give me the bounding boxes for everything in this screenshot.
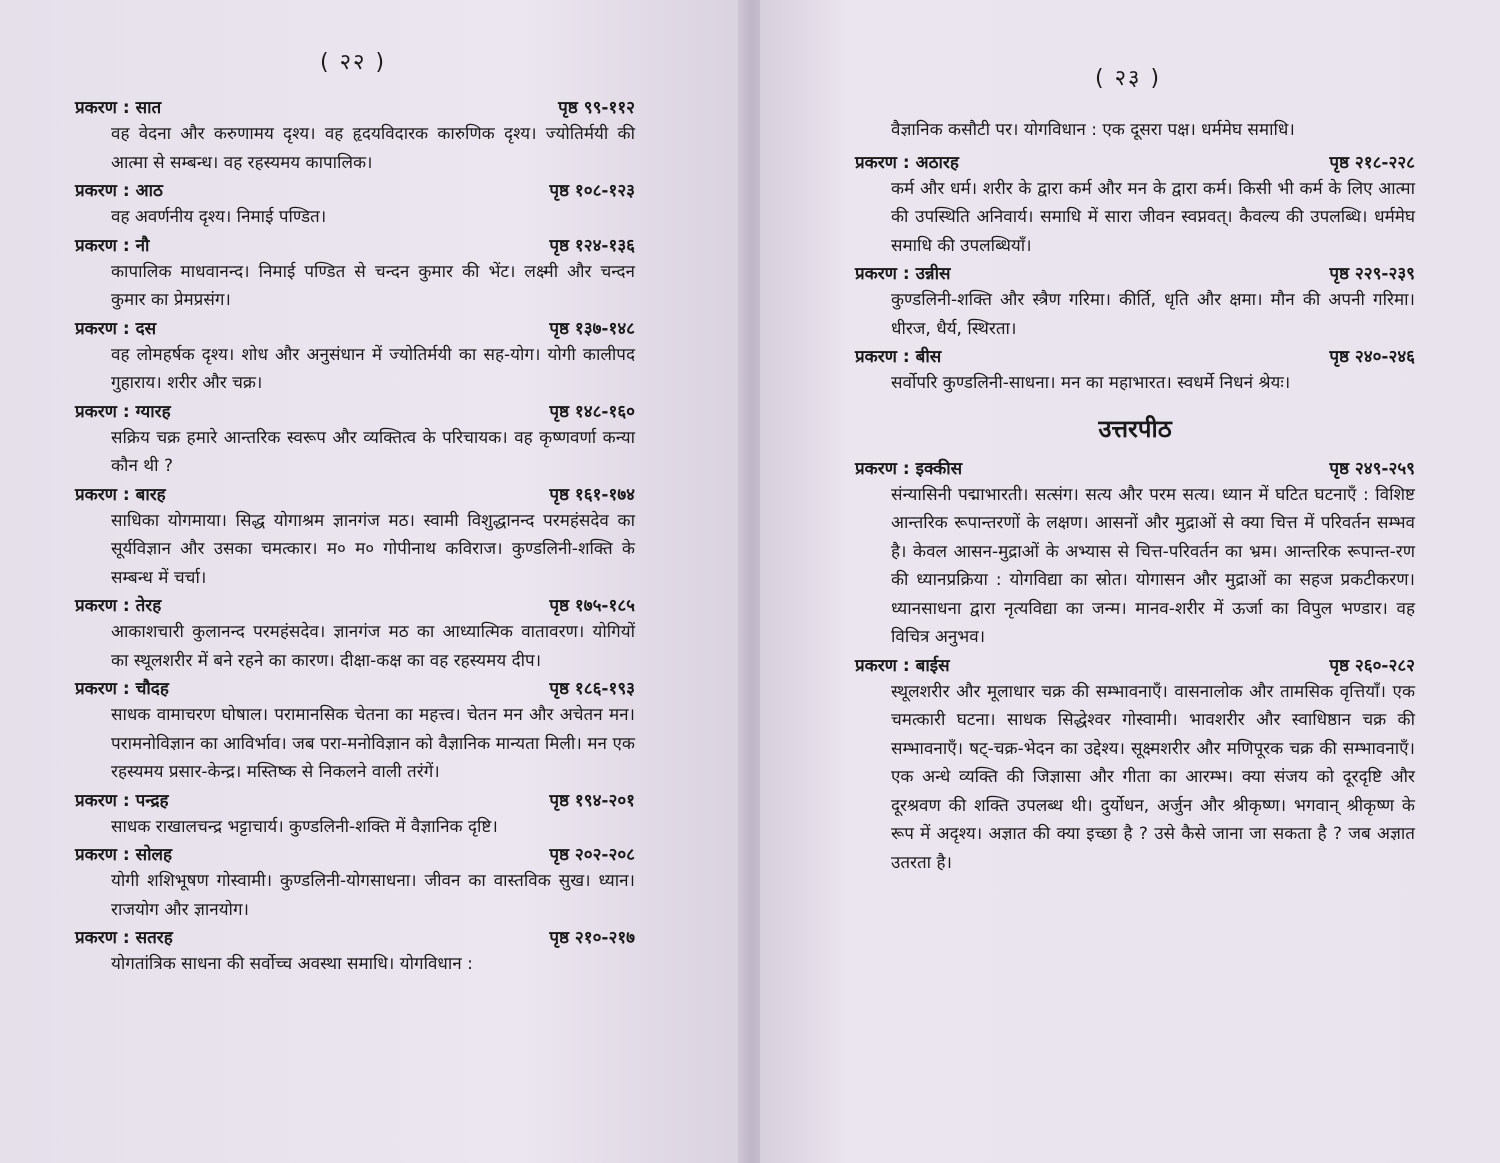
toc-entry bbox=[75, 234, 635, 315]
chapter-label: प्रकरण : बारह bbox=[75, 484, 166, 505]
page-range: पृष्ठ १९४-२०१ bbox=[549, 790, 635, 811]
page-range: पृष्ठ १२४-१३६ bbox=[549, 235, 635, 256]
chapter-label: प्रकरण : ग्यारह bbox=[75, 401, 171, 422]
chapter-topics: योगी शशिभूषण गोस्वामी। कुण्डलिनी-योगसाधना। जीवन का वास्तविक सुख। ध्यान। राजयोग और ज्ञानयोग। bbox=[111, 871, 635, 920]
toc-entry bbox=[75, 96, 635, 177]
chapter-label: प्रकरण : पन्द्रह bbox=[75, 790, 169, 811]
page-range: पृष्ठ २१८-२२८ bbox=[1329, 152, 1415, 173]
toc-entry bbox=[75, 179, 635, 232]
chapter-topics: स्थूलशरीर और मूलाधार चक्र की सम्भावनाएँ। वासनालोक और तामसिक वृत्तियाँ। एक चमत्कारी घटना। साधक सिद्धेश्वर गोस्वामी। भावशरीर और स्वाधिष्ठान चक्र की सम्भावनाएँ। षट्-चक्र-भेदन का उद्देश्य। सूक्ष्मशरीर और मणिपूरक चक्र की सम्भावनाएँ। एक अन्धे व्यक्ति की जिज्ञासा और गीता का आरम्भ। क्या संजय को दूरदृष्टि और दूरश्रवण की शक्ति उपलब्ध थी। दुर्योधन, अर्जुन और श्रीकृष्ण। भगवान् श्रीकृष्ण के रूप में अदृश्य। अज्ञात की क्या इच्छा है ? उसे कैसे जाना जा सकता है ? जब अज्ञात उतरता है। bbox=[891, 681, 1415, 873]
page-number: ( २३ ) bbox=[1095, 66, 1162, 91]
page-range: पृष्ठ १०८-१२३ bbox=[549, 181, 635, 201]
chapter-topics: वह लोमहर्षक दृश्य। शोध और अनुसंधान में ज्योतिर्मयी का सह-योग। योगी कालीपद गुहाराय। शरीर और चक्र। bbox=[111, 344, 635, 393]
chapter-topics: साधक राखालचन्द्र भट्टाचार्य। कुण्डलिनी-शक्ति में वैज्ञानिक दृष्टि। bbox=[111, 816, 498, 837]
chapter-topics: साधक वामाचरण घोषाल। परामानसिक चेतना का महत्त्व। चेतन मन और अचेतन मन। परामनोविज्ञान का आविर्भाव। जब परा-मनोविज्ञान को वैज्ञानिक मान्यता मिली। मन एक रहस्यमय प्रसार-केन्द्र। मस्तिष्क से निकलने वाली तरंगें। bbox=[111, 705, 635, 782]
page-range: पृष्ठ २४०-२४६ bbox=[1329, 347, 1415, 367]
toc-entry bbox=[75, 789, 635, 842]
chapter-topics: सक्रिय चक्र हमारे आन्तरिक स्वरूप और व्यक्तित्व के परिचायक। वह कृष्णवर्णा कन्या कौन थी ? bbox=[111, 427, 635, 476]
toc-entry bbox=[75, 594, 635, 675]
toc-entry bbox=[75, 400, 635, 481]
page-range: पृष्ठ २२९-२३९ bbox=[1329, 264, 1415, 284]
toc-entry bbox=[855, 457, 1415, 652]
chapter-topics: आकाशचारी कुलानन्द परमहंसदेव। ज्ञानगंज मठ का आध्यात्मिक वातावरण। योगियों का स्थूलशरीर में बने रहने का कारण। दीक्षा-कक्ष का वह रहस्यमय दीप। bbox=[111, 622, 635, 671]
chapter-label: प्रकरण : अठारह bbox=[855, 152, 959, 173]
chapter-topics: वह वेदना और करुणामय दृश्य। वह हृदयविदारक कारुणिक दृश्य। ज्योतिर्मयी की आत्मा से सम्बन्ध। वह रहस्यमय कापालिक। bbox=[111, 124, 635, 173]
chapter-label: प्रकरण : चौदह bbox=[75, 679, 169, 699]
toc-entry bbox=[855, 151, 1415, 261]
chapter-topics: साधिका योगमाया। सिद्ध योगाश्रम ज्ञानगंज मठ। स्वामी विशुद्धानन्द परमहंसदेव का सूर्यविज्ञान और उसका चमत्कार। म० म० गोपीनाथ कविराज। कुण्डलिनी-शक्ति के सम्बन्ध में चर्चा। bbox=[111, 510, 635, 588]
page-range: पृष्ठ १७५-१८५ bbox=[549, 596, 635, 616]
chapter-topics: संन्यासिनी पद्माभारती। सत्संग। सत्य और परम सत्य। ध्यान में घटित घटनाएँ : विशिष्ट आन्तरिक रूपान्तरणों के लक्षण। आसनों और मुद्राओं से क्या चित्त में परिवर्तन सम्भव है। केवल आसन-मुद्राओं के अभ्यास से चित्त-परिवर्तन का भ्रम। आन्तरिक रूपान्त-रण की ध्यानप्रक्रिया : योगविद्या का स्रोत। योगासन और मुद्राओं का सहज प्रकटीकरण। ध्यानसाधना द्वारा नृत्यविद्या का जन्म। मानव-शरीर में ऊर्जा का विपुल भण्डार। वह विचित्र अनुभव। bbox=[891, 484, 1415, 647]
right-page bbox=[760, 0, 1500, 1163]
left-page bbox=[0, 0, 745, 1163]
chapter-label: प्रकरण : इक्कीस bbox=[855, 458, 963, 479]
toc-entry bbox=[75, 483, 635, 593]
chapter-label: प्रकरण : बीस bbox=[855, 347, 942, 367]
chapter-label: प्रकरण : सतरह bbox=[75, 928, 173, 948]
chapter-topics: कर्म और धर्म। शरीर के द्वारा कर्म और मन के द्वारा कर्म। किसी भी कर्म के लिए आत्मा की उपस्थिति अनिवार्य। समाधि में सारा जीवन स्वप्नवत्। कैवल्य की उपलब्धि। धर्ममेघ समाधि की उपलब्धियाँ। bbox=[891, 178, 1415, 256]
chapter-label: प्रकरण : तेरह bbox=[75, 596, 162, 616]
continued-topics: वैज्ञानिक कसौटी पर। योगविधान : एक दूसरा पक्ष। धर्ममेघ समाधि। bbox=[891, 120, 1295, 140]
toc-entry bbox=[75, 843, 635, 924]
page-range: पृष्ठ १६१-१७४ bbox=[549, 484, 635, 505]
chapter-label: प्रकरण : सात bbox=[75, 98, 162, 118]
chapter-label: प्रकरण : सोलह bbox=[75, 845, 173, 865]
page-range: पृष्ठ ९९-११२ bbox=[558, 98, 635, 118]
chapter-topics: वह अवर्णनीय दृश्य। निमाई पण्डित। bbox=[111, 207, 327, 227]
page-range: पृष्ठ २६०-२८२ bbox=[1329, 655, 1415, 676]
section-title: उत्तरपीठ bbox=[1098, 414, 1172, 443]
chapter-topics: सर्वोपरि कुण्डलिनी-साधना। मन का महाभारत। स्वधर्मे निधनं श्रेयः। bbox=[891, 373, 1291, 393]
toc-entry bbox=[75, 317, 635, 398]
page-number: ( २२ ) bbox=[320, 50, 387, 75]
chapter-label: प्रकरण : उन्नीस bbox=[855, 264, 951, 284]
page-range: पृष्ठ १३७-१४८ bbox=[549, 318, 635, 339]
page-range: पृष्ठ १८६-१९३ bbox=[549, 679, 635, 699]
chapter-label: प्रकरण : नौ bbox=[75, 235, 150, 256]
toc-entry bbox=[855, 345, 1415, 398]
toc-entries bbox=[855, 116, 1415, 879]
toc-entries bbox=[75, 96, 635, 981]
chapter-topics: योगतांत्रिक साधना की सर्वोच्च अवस्था समाधि। योगविधान : bbox=[111, 954, 473, 974]
page-range: पृष्ठ २०२-२०८ bbox=[549, 845, 635, 865]
toc-entry bbox=[855, 654, 1415, 878]
chapter-label: प्रकरण : दस bbox=[75, 318, 157, 339]
page-range: पृष्ठ २१०-२१७ bbox=[549, 928, 635, 948]
chapter-topics: कापालिक माधवानन्द। निमाई पण्डित से चन्दन कुमार की भेंट। लक्ष्मी और चन्दन कुमार का प्रेमप्रसंग। bbox=[111, 261, 635, 310]
page-range: पृष्ठ १४८-१६० bbox=[549, 401, 635, 422]
toc-entry bbox=[855, 262, 1415, 343]
toc-entry bbox=[75, 677, 635, 787]
chapter-label: प्रकरण : बाईस bbox=[855, 655, 950, 676]
chapter-label: प्रकरण : आठ bbox=[75, 181, 163, 201]
page-range: पृष्ठ २४९-२५९ bbox=[1329, 458, 1415, 479]
toc-entry bbox=[75, 926, 635, 979]
chapter-topics: कुण्डलिनी-शक्ति और स्त्रैण गरिमा। कीर्ति, धृति और क्षमा। मौन की अपनी गरिमा। धीरज, धैर्य, स्थिरता। bbox=[891, 290, 1415, 339]
